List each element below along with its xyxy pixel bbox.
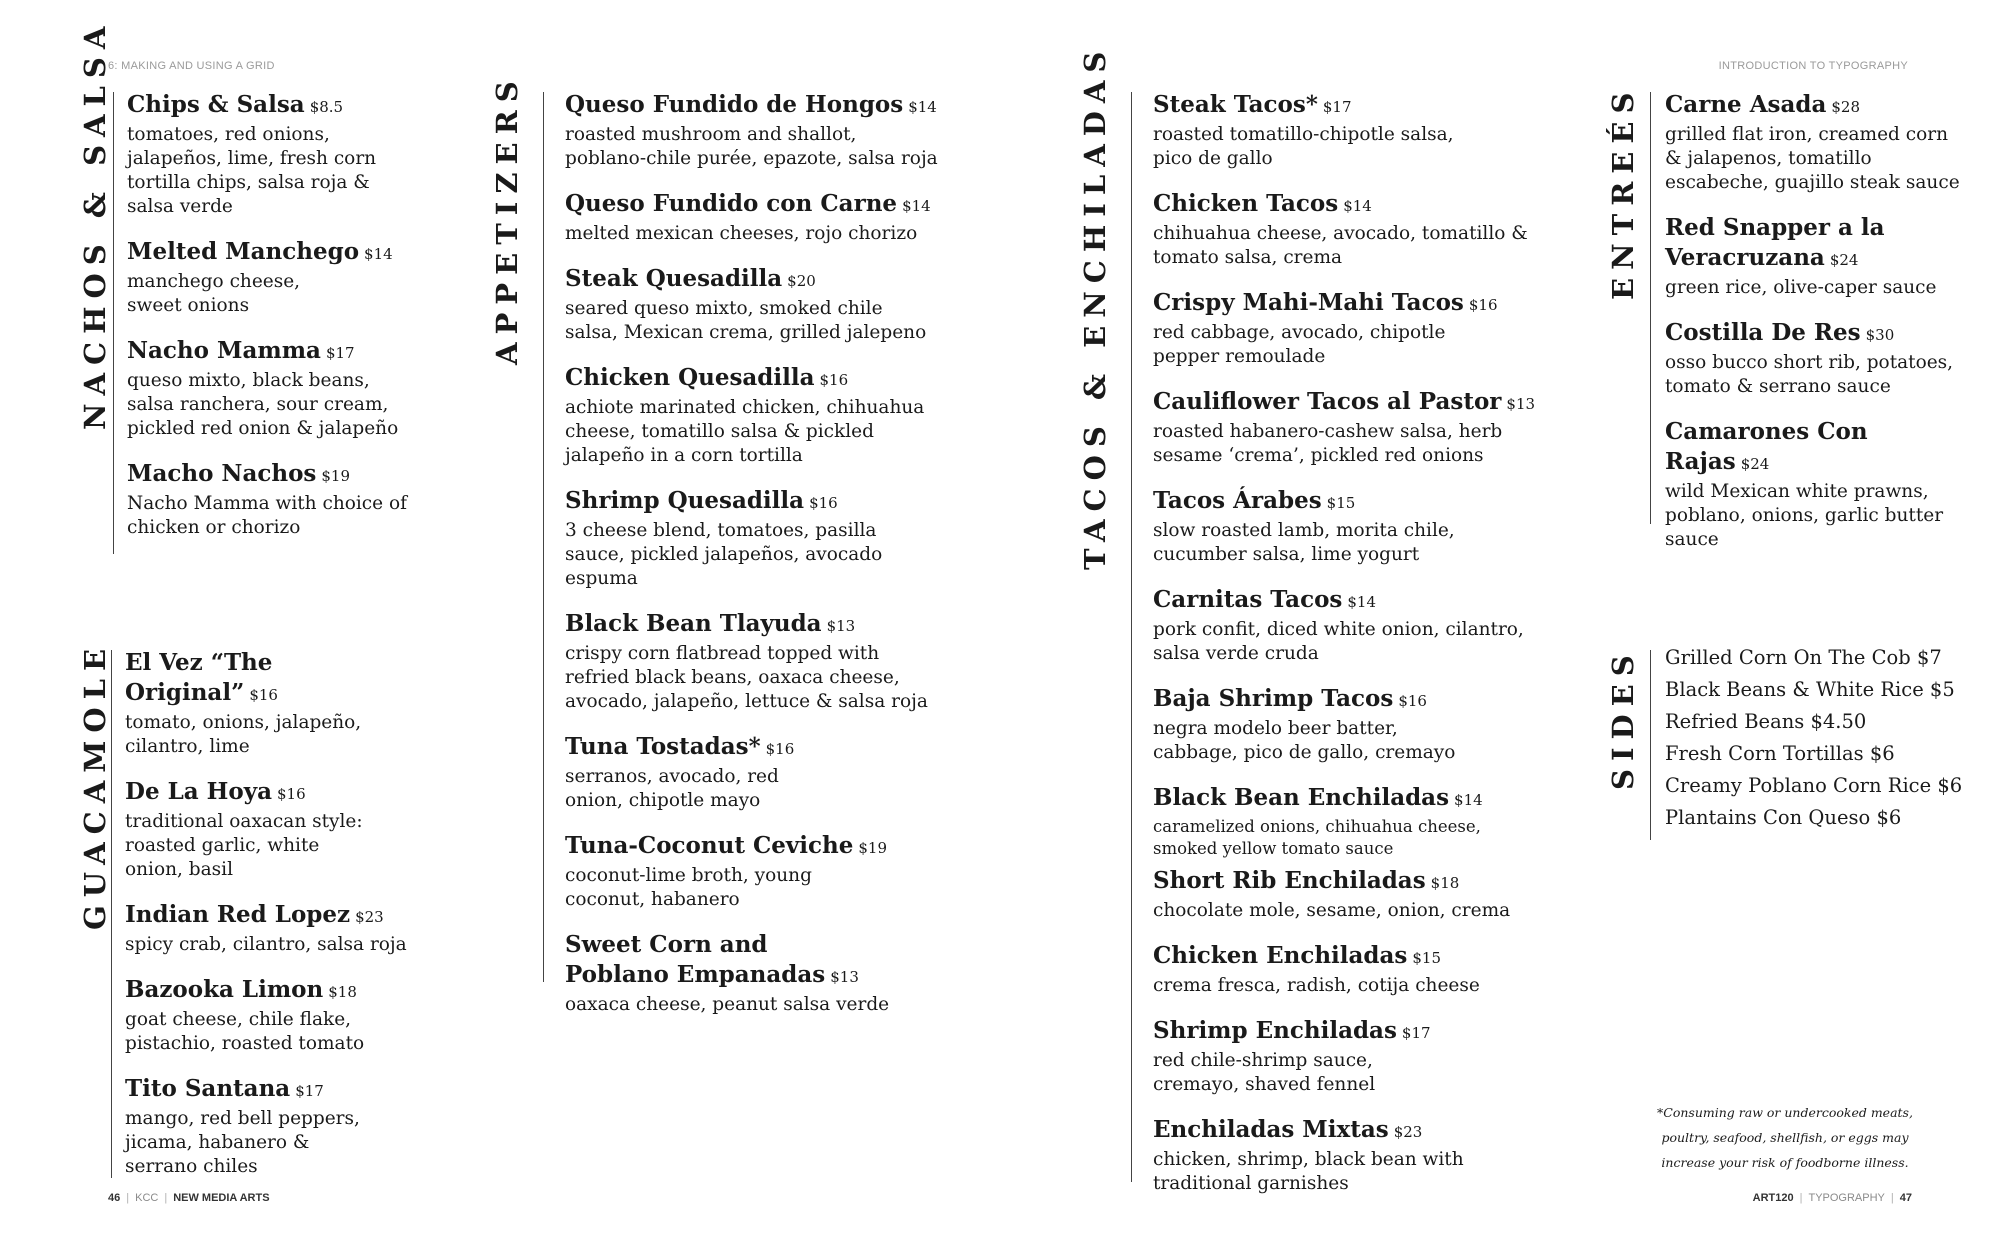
item-price: $15 xyxy=(1326,494,1356,512)
item-name-line xyxy=(1153,941,1543,973)
separator: | xyxy=(164,1192,168,1204)
item-name: Steak Tacos* xyxy=(1153,91,1318,118)
item-name-line xyxy=(565,930,865,992)
item-price: $14 xyxy=(908,98,937,116)
item-price: $19 xyxy=(321,467,351,485)
menu-item xyxy=(565,486,945,591)
item-name: Black Bean Tlayuda xyxy=(565,610,822,637)
item-name: Queso Fundido con Carne xyxy=(565,190,898,217)
item-list-appetizers xyxy=(565,90,945,1035)
menu-item xyxy=(1153,941,1543,998)
item-description: pork confit, diced white onion, cilantro, salsa verde cruda xyxy=(1153,619,1524,664)
item-name-line xyxy=(125,648,425,710)
item-list-entrees xyxy=(1665,90,1965,570)
menu-item xyxy=(1153,90,1543,171)
item-description: red cabbage, avocado, chipotle pepper remoulade xyxy=(1153,322,1446,367)
item-description: tomato, onions, jalapeño, cilantro, lime xyxy=(125,712,362,757)
item-name: El Vez “The Original” xyxy=(125,649,273,706)
item-name: Sweet Corn and Poblano Empanadas xyxy=(565,931,826,988)
item-name: Queso Fundido de Hongos xyxy=(565,91,904,118)
item-description: 3 cheese blend, tomatoes, pasilla sauce, pickled jalapeños, avocado espuma xyxy=(565,520,883,589)
section-title-guacamole: GUACAMOLE xyxy=(78,640,112,930)
program-name: NEW MEDIA ARTS xyxy=(173,1192,270,1204)
item-description: crispy corn flatbread topped with refried black beans, oaxaca cheese, avocado, jalapeño, lettuce & salsa roja xyxy=(565,643,928,712)
item-price: $19 xyxy=(858,839,888,857)
item-name: Chicken Quesadilla xyxy=(565,364,815,391)
item-price: $16 xyxy=(1468,296,1498,314)
section-title-appetizers: APPETIZERS xyxy=(490,73,524,365)
item-name: Tacos Árabes xyxy=(1153,487,1322,514)
item-name: Cauliflower Tacos al Pastor xyxy=(1153,388,1502,415)
item-description: crema fresca, radish, cotija cheese xyxy=(1153,975,1480,996)
section-rule-tacos xyxy=(1131,92,1132,1182)
item-price: $17 xyxy=(1322,98,1352,116)
item-price: $15 xyxy=(1412,949,1441,967)
item-description: wild Mexican white prawns, poblano, onions, garlic butter sauce xyxy=(1665,481,1944,550)
item-name: Red Snapper a la Veracruzana xyxy=(1665,214,1885,271)
item-price: $24 xyxy=(1829,251,1859,269)
section-title-nachos-salsa: NACHOS & SALSA xyxy=(78,18,112,430)
subject-name: TYPOGRAPHY xyxy=(1808,1192,1885,1204)
item-name-line xyxy=(125,900,425,932)
item-description: queso mixto, black beans, salsa ranchera, sour cream, pickled red onion & jalapeño xyxy=(127,370,399,439)
item-name: Steak Quesadilla xyxy=(565,265,783,292)
item-name-line xyxy=(1153,783,1543,815)
item-price: $28 xyxy=(1831,98,1861,116)
item-name: Costilla De Res xyxy=(1665,319,1861,346)
course-code: ART120 xyxy=(1752,1192,1794,1204)
item-name-line xyxy=(1153,866,1543,898)
item-name-line xyxy=(1153,486,1543,518)
item-price: $23 xyxy=(355,908,384,926)
item-name: Tito Santana xyxy=(125,1075,291,1102)
item-price: $24 xyxy=(1740,455,1770,473)
item-name-line xyxy=(565,363,945,395)
item-name: Tuna Tostadas* xyxy=(565,733,761,760)
item-list-tacos xyxy=(1153,90,1543,1214)
menu-item xyxy=(1153,866,1543,923)
item-name-line xyxy=(565,831,945,863)
menu-item xyxy=(125,648,425,759)
item-description: negra modelo beer batter, cabbage, pico de gallo, cremayo xyxy=(1153,718,1456,763)
item-name-line xyxy=(1153,189,1543,221)
section-rule-appetizers xyxy=(543,92,544,982)
menu-item xyxy=(565,930,945,1017)
section-title-entrees: ENTREÉS xyxy=(1606,84,1640,300)
item-price: $14 xyxy=(1347,593,1377,611)
item-price: $23 xyxy=(1393,1123,1423,1141)
item-price: $20 xyxy=(787,272,816,290)
item-name-line xyxy=(127,459,427,491)
item-description: grilled flat iron, creamed corn & jalapenos, tomatillo escabeche, guajillo steak sauce xyxy=(1665,124,1960,193)
page-number-right: 47 xyxy=(1899,1192,1912,1204)
item-description: manchego cheese, sweet onions xyxy=(127,271,301,316)
item-name: Bazooka Limon xyxy=(125,976,324,1003)
item-name-line xyxy=(1665,90,1965,122)
item-name-line xyxy=(1153,387,1543,419)
item-description: achiote marinated chicken, chihuahua cheese, tomatillo salsa & pickled jalapeño in a corn tortilla xyxy=(565,397,925,466)
item-description: roasted tomatillo-chipotle salsa, pico de gallo xyxy=(1153,124,1454,169)
item-price: $8.5 xyxy=(309,98,344,116)
item-name: Melted Manchego xyxy=(127,238,360,265)
item-name: Chips & Salsa xyxy=(127,91,305,118)
item-name: Carne Asada xyxy=(1665,91,1827,118)
menu-item xyxy=(125,975,425,1056)
menu-item xyxy=(565,732,945,813)
menu-item xyxy=(1665,417,1965,552)
folio-right xyxy=(1753,1192,1912,1204)
menu-item xyxy=(127,336,427,441)
item-description: chicken, shrimp, black bean with traditional garnishes xyxy=(1153,1149,1464,1194)
item-description: red chile-shrimp sauce, cremayo, shaved fennel xyxy=(1153,1050,1376,1095)
item-price: $16 xyxy=(819,371,849,389)
menu-item xyxy=(1153,1115,1543,1196)
menu-item xyxy=(565,189,945,246)
item-name: Shrimp Enchiladas xyxy=(1153,1017,1397,1044)
separator: | xyxy=(1890,1192,1894,1204)
side-item: Grilled Corn On The Cob $7 xyxy=(1665,646,1942,669)
item-name-line xyxy=(565,189,945,221)
menu-item xyxy=(1153,1016,1543,1097)
item-name-line xyxy=(565,732,945,764)
menu-item xyxy=(127,90,427,219)
item-name-line xyxy=(565,90,945,122)
item-price: $16 xyxy=(249,686,278,704)
item-description: green rice, olive-caper sauce xyxy=(1665,277,1937,298)
item-name-line xyxy=(125,1074,425,1106)
item-name: Indian Red Lopez xyxy=(125,901,351,928)
item-description: oaxaca cheese, peanut salsa verde xyxy=(565,994,890,1015)
side-item: Refried Beans $4.50 xyxy=(1665,710,1867,733)
separator: | xyxy=(1799,1192,1803,1204)
item-description: osso bucco short rib, potatoes, tomato & serrano sauce xyxy=(1665,352,1954,397)
item-price: $17 xyxy=(325,344,355,362)
item-name: Chicken Enchiladas xyxy=(1153,942,1408,969)
side-item: Creamy Poblano Corn Rice $6 xyxy=(1665,774,1963,797)
item-name: Carnitas Tacos xyxy=(1153,586,1343,613)
item-description: melted mexican cheeses, rojo chorizo xyxy=(565,223,918,244)
menu-item xyxy=(1153,585,1543,666)
menu-item xyxy=(1153,288,1543,369)
item-price: $13 xyxy=(830,968,859,986)
item-name: Crispy Mahi-Mahi Tacos xyxy=(1153,289,1464,316)
menu-item xyxy=(1153,486,1543,567)
item-name-line xyxy=(127,336,427,368)
item-name: De La Hoya xyxy=(125,778,273,805)
menu-item xyxy=(1665,318,1965,399)
item-name: Short Rib Enchiladas xyxy=(1153,867,1426,894)
item-price: $18 xyxy=(328,983,357,1001)
item-name-line xyxy=(1665,417,1965,479)
item-name: Tuna-Coconut Ceviche xyxy=(565,832,854,859)
item-description: Nacho Mamma with choice of chicken or chorizo xyxy=(127,493,407,538)
folio-left xyxy=(108,1192,270,1204)
menu-item xyxy=(127,459,427,540)
item-name: Shrimp Quesadilla xyxy=(565,487,805,514)
item-name-line xyxy=(1153,585,1543,617)
section-rule-guacamole xyxy=(111,650,112,1178)
page-number-left: 46 xyxy=(108,1192,121,1204)
menu-item xyxy=(565,831,945,912)
side-item: Plantains Con Queso $6 xyxy=(1665,806,1902,829)
side-item: Fresh Corn Tortillas $6 xyxy=(1665,742,1895,765)
item-description: roasted mushroom and shallot, poblano-chile purée, epazote, salsa roja xyxy=(565,124,938,169)
item-name-line xyxy=(1153,1016,1543,1048)
item-description: roasted habanero-cashew salsa, herb sesame ‘crema’, pickled red onions xyxy=(1153,421,1503,466)
menu-item xyxy=(565,90,945,171)
menu-item xyxy=(1665,213,1965,300)
item-name: Macho Nachos xyxy=(127,460,317,487)
item-list-nachos xyxy=(127,90,427,558)
menu-item xyxy=(1153,189,1543,270)
running-head-left: 6: MAKING AND USING A GRID xyxy=(108,60,275,72)
item-description: caramelized onions, chihuahua cheese, smoked yellow tomato sauce xyxy=(1153,817,1481,858)
section-rule-entrees xyxy=(1650,92,1651,524)
item-price: $16 xyxy=(277,785,306,803)
section-title-tacos-enchiladas: TACOS & ENCHILADAS xyxy=(1078,43,1112,570)
item-name-line xyxy=(127,237,427,269)
item-name: Camarones Con Rajas xyxy=(1665,418,1868,475)
item-name-line xyxy=(125,777,425,809)
item-description: chihuahua cheese, avocado, tomatillo & tomato salsa, crema xyxy=(1153,223,1528,268)
item-price: $16 xyxy=(809,494,838,512)
item-name-line xyxy=(565,486,945,518)
menu-item xyxy=(125,777,425,882)
item-price: $16 xyxy=(765,740,795,758)
item-price: $30 xyxy=(1865,326,1895,344)
menu-item xyxy=(125,1074,425,1179)
separator: | xyxy=(126,1192,130,1204)
section-title-sides: SIDES xyxy=(1606,647,1640,790)
item-name-line xyxy=(1153,288,1543,320)
menu-item xyxy=(565,363,945,468)
item-description: goat cheese, chile flake, pistachio, roasted tomato xyxy=(125,1009,365,1054)
item-name: Baja Shrimp Tacos xyxy=(1153,685,1394,712)
item-name: Chicken Tacos xyxy=(1153,190,1339,217)
item-description: slow roasted lamb, morita chile, cucumber salsa, lime yogurt xyxy=(1153,520,1455,565)
item-description: tomatoes, red onions, jalapeños, lime, fresh corn tortilla chips, salsa roja & salsa verde xyxy=(127,124,377,217)
section-rule-nachos xyxy=(113,92,114,554)
item-name-line xyxy=(565,264,945,296)
menu-item xyxy=(125,900,425,957)
menu-item xyxy=(127,237,427,318)
item-name-line xyxy=(125,975,425,1007)
item-description: spicy crab, cilantro, salsa roja xyxy=(125,934,407,955)
item-description: serranos, avocado, red onion, chipotle mayo xyxy=(565,766,779,811)
menu-item xyxy=(565,264,945,345)
item-price: $17 xyxy=(1401,1024,1431,1042)
item-description: seared queso mixto, smoked chile salsa, Mexican crema, grilled jalepeno xyxy=(565,298,927,343)
item-price: $14 xyxy=(364,245,393,263)
item-name-line xyxy=(1665,213,1910,275)
item-name: Black Bean Enchiladas xyxy=(1153,784,1450,811)
menu-item xyxy=(565,609,945,714)
item-name-line xyxy=(1665,318,1965,350)
menu-item xyxy=(1665,90,1965,195)
item-price: $13 xyxy=(1506,395,1536,413)
raw-food-disclaimer: *Consuming raw or undercooked meats, poultry, seafood, shellfish, or eggs may increase your risk of foodborne illness. xyxy=(1657,1105,1913,1170)
menu-item xyxy=(1153,684,1543,765)
item-price: $14 xyxy=(1454,791,1483,809)
item-description: mango, red bell peppers, jicama, habanero & serrano chiles xyxy=(125,1108,360,1177)
side-item: Black Beans & White Rice $5 xyxy=(1665,678,1955,701)
item-price: $16 xyxy=(1398,692,1427,710)
item-price: $14 xyxy=(1343,197,1372,215)
running-head-right: INTRODUCTION TO TYPOGRAPHY xyxy=(1718,60,1908,72)
item-price: $14 xyxy=(902,197,931,215)
item-price: $17 xyxy=(295,1082,324,1100)
item-name: Enchiladas Mixtas xyxy=(1153,1116,1389,1143)
item-name-line xyxy=(1153,90,1543,122)
item-name-line xyxy=(1153,1115,1543,1147)
item-name-line xyxy=(1153,684,1543,716)
item-price: $18 xyxy=(1430,874,1460,892)
item-price: $13 xyxy=(826,617,856,635)
item-name-line xyxy=(127,90,427,122)
menu-item xyxy=(1153,783,1543,860)
item-list-guacamole xyxy=(125,648,425,1197)
school-name: KCC xyxy=(135,1192,159,1204)
menu-item xyxy=(1153,387,1543,468)
item-name: Nacho Mamma xyxy=(127,337,321,364)
item-name-line xyxy=(565,609,945,641)
item-description: chocolate mole, sesame, onion, crema xyxy=(1153,900,1511,921)
item-description: coconut-lime broth, young coconut, habanero xyxy=(565,865,812,910)
section-rule-sides xyxy=(1650,650,1651,840)
item-list-sides xyxy=(1665,642,1965,834)
item-description: traditional oaxacan style: roasted garlic, white onion, basil xyxy=(125,811,363,880)
